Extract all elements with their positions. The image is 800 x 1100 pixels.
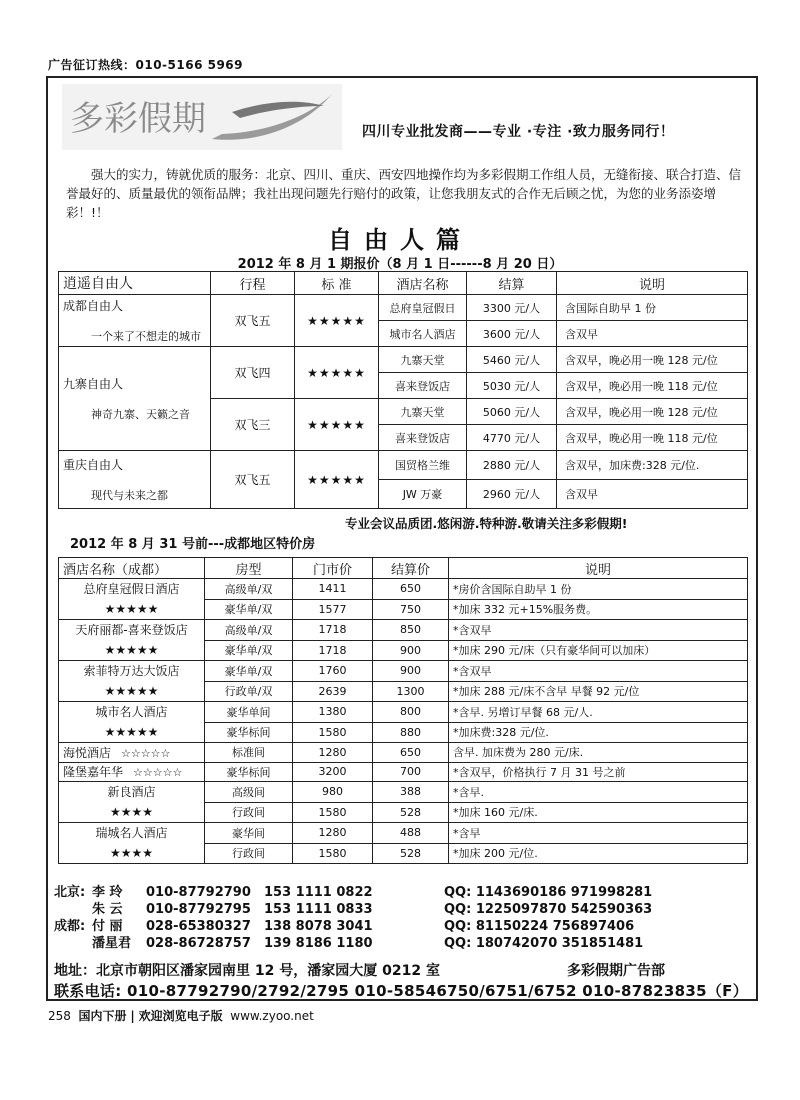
phones: 联系电话: 010-87792790/2792/2795 010-58546750/6751/6752 010-87823835（F） [54, 982, 749, 1000]
hotel-stars: ★★★★★ [104, 602, 159, 616]
header-cell: 酒店名称 [379, 272, 467, 295]
note-cell: *房价含国际自助早 1 份 [449, 579, 748, 600]
hotel-cell: 国贸格兰维 [379, 451, 467, 480]
group-sub: 神奇九寨、天籁之音 [91, 408, 190, 421]
hotel-stars: ★★★★★ [104, 643, 159, 657]
hotel-stars: ★★★★ [109, 846, 154, 860]
page-footer [48, 1007, 314, 1024]
contact-tel: 028-65380327 [146, 919, 251, 934]
stars-cell: ★★★★★ [295, 347, 379, 399]
room-type-cell: 行政间 [205, 843, 293, 864]
contact-row [54, 884, 754, 901]
hotel-name: 海悦酒店 [63, 745, 112, 760]
note-line: 专业会议品质团.悠闲游.特种游.敬请关注多彩假期! [345, 516, 628, 531]
header-cell: 结算价 [373, 558, 449, 579]
net-price-cell: 800 [373, 702, 449, 723]
hotel-name: 城市名人酒店 [95, 705, 168, 719]
hotel-cell: 九寨天堂 [379, 347, 467, 373]
note-cell: *加床 332 元+15%服务费。 [449, 599, 748, 620]
note-cell: 含双早，晚必用一晚 118 元/位 [557, 373, 748, 399]
hotel-name-cell [59, 702, 205, 743]
footer-sep: | [130, 1009, 135, 1023]
hotel-name: 天府丽都-喜来登饭店 [75, 623, 188, 637]
header-cell: 说明 [449, 558, 748, 579]
hotel-name-cell [59, 579, 205, 620]
group-name-cell [59, 295, 211, 347]
hotel-cell: 喜来登饭店 [379, 425, 467, 451]
hotel-cell: 城市名人酒店 [379, 321, 467, 347]
group-name-cell [59, 451, 211, 509]
net-price-cell: 700 [373, 762, 449, 782]
contact-mobile: 153 1111 0833 [264, 902, 373, 917]
net-price-cell: 528 [373, 843, 449, 864]
note-cell: 含双早，晚必用一晚 128 元/位 [557, 399, 748, 425]
hotel-name: 总府皇冠假日酒店 [83, 582, 180, 596]
quote-period: 2012 年 8 月 1 期报价（8 月 1 日------8 月 20 日） [237, 257, 563, 272]
net-price-cell: 1300 [373, 681, 449, 702]
note-cell: 含双早，晚必用一晚 118 元/位 [557, 425, 748, 451]
net-price-cell: 650 [373, 579, 449, 600]
room-type-cell: 豪华单/双 [205, 661, 293, 682]
note-cell: *含双早，价格执行 7 月 31 号之前 [449, 762, 748, 782]
contact-name: 朱 云 [92, 902, 123, 917]
hotel-name: 新良酒店 [107, 785, 156, 799]
net-price-cell: 388 [373, 782, 449, 803]
room-type-cell: 豪华间 [205, 823, 293, 844]
hotel-name-cell [59, 823, 205, 864]
header-cell: 标 准 [295, 272, 379, 295]
contact-qq: QQ: 81150224 756897406 [444, 919, 635, 934]
header-cell: 说明 [557, 272, 748, 295]
rack-price-cell: 1580 [293, 802, 373, 823]
contact-city: 成都: [54, 919, 86, 934]
group-sub: 一个来了不想走的城市 [91, 330, 201, 343]
rack-price-cell: 2639 [293, 681, 373, 702]
contact-tel: 028-86728757 [146, 936, 251, 951]
net-price-cell: 900 [373, 661, 449, 682]
hotel-stars: ★★★★ [109, 805, 154, 819]
net-price-cell: 750 [373, 599, 449, 620]
price-cell: 5060 元/人 [467, 399, 557, 425]
trip-cell: 双飞五 [211, 295, 295, 347]
price-cell: 5460 元/人 [467, 347, 557, 373]
note-cell: *加床费:328 元/位. [449, 722, 748, 743]
rack-price-cell: 980 [293, 782, 373, 803]
hotel-name-cell [59, 620, 205, 661]
note-cell: *含双早 [449, 661, 748, 682]
table-row [59, 823, 748, 844]
rack-price-cell: 1411 [293, 579, 373, 600]
rack-price-cell: 1280 [293, 823, 373, 844]
hotel-name: 索菲特万达大饭店 [83, 664, 180, 678]
price-cell: 2880 元/人 [467, 451, 557, 480]
rack-price-cell: 1760 [293, 661, 373, 682]
group-name-cell [59, 347, 211, 451]
net-price-cell: 880 [373, 722, 449, 743]
rack-price-cell: 3200 [293, 762, 373, 782]
free-traveler-table [58, 271, 748, 509]
page-number: 258 [48, 1009, 71, 1023]
intro-paragraph: 强大的实力，铸就优质的服务：北京、四川、重庆、西安四地操作均为多彩假期工作组人员，无缝衔接、联合打造、信誉最好的、质量最优的领衔品牌；我社出现问题先行赔付的政策，让您我朋友式的合作无后顾之忧，为您的业务添姿增彩！!！ [66, 167, 742, 220]
hotel-stars: ☆☆☆☆☆ [133, 766, 183, 780]
note-cell: 含国际自助早 1 份 [557, 295, 748, 321]
contact-tel: 010-87792795 [146, 902, 251, 917]
group-name: 成都自由人 [63, 299, 124, 313]
price-cell: 5030 元/人 [467, 373, 557, 399]
header-cell: 酒店名称（成都） [59, 558, 205, 579]
room-type-cell: 高级单/双 [205, 579, 293, 600]
table-row [59, 762, 748, 782]
note-cell: *含早. 另增订早餐 68 元/人. [449, 702, 748, 723]
trip-cell: 双飞五 [211, 451, 295, 509]
price-cell: 3600 元/人 [467, 321, 557, 347]
table-row [59, 782, 748, 803]
table-row [59, 661, 748, 682]
address: 地址：北京市朝阳区潘家园南里 12 号，潘家园大厦 0212 室 [54, 963, 440, 979]
room-type-cell: 行政单/双 [205, 681, 293, 702]
room-type-cell: 高级间 [205, 782, 293, 803]
hotel-stars: ★★★★★ [104, 684, 159, 698]
special-title: 2012 年 8 月 31 号前---成都地区特价房 [70, 537, 316, 552]
price-cell: 4770 元/人 [467, 425, 557, 451]
net-price-cell: 650 [373, 743, 449, 763]
rack-price-cell: 1718 [293, 620, 373, 641]
contact-mobile: 138 8078 3041 [264, 919, 373, 934]
hotel-name-cell [59, 743, 205, 763]
net-price-cell: 528 [373, 802, 449, 823]
room-type-cell: 豪华标间 [205, 722, 293, 743]
table-row [59, 295, 748, 321]
table-row [59, 347, 748, 373]
contact-name: 李 玲 [92, 885, 123, 900]
rack-price-cell: 1580 [293, 843, 373, 864]
table-header-row [59, 558, 748, 579]
contact-qq: QQ: 180742070 351851481 [444, 936, 644, 951]
room-type-cell: 豪华单/双 [205, 599, 293, 620]
contact-tel: 010-87792790 [146, 885, 251, 900]
contact-row [54, 901, 754, 918]
slogan: 四川专业批发商——专业 ·专注 ·致力服务同行！ [362, 124, 675, 140]
note-cell: *加床 290 元/床（只有豪华间可以加床） [449, 640, 748, 661]
contact-qq: QQ: 1225097870 542590363 [444, 902, 653, 917]
hotel-stars: ★★★★★ [104, 725, 159, 739]
note-cell: *含早 [449, 823, 748, 844]
net-price-cell: 488 [373, 823, 449, 844]
table-row [59, 579, 748, 600]
footer-section: 国内下册 [78, 1009, 127, 1023]
trip-cell: 双飞四 [211, 347, 295, 399]
contact-mobile: 139 8186 1180 [264, 936, 373, 951]
header-cell: 行程 [211, 272, 295, 295]
note-cell: *含双早 [449, 620, 748, 641]
hotel-name-cell [59, 661, 205, 702]
group-sub: 现代与未来之都 [91, 489, 168, 502]
hotel-cell: 喜来登饭店 [379, 373, 467, 399]
hotel-stars: ☆☆☆☆☆ [121, 746, 171, 760]
room-type-cell: 豪华单间 [205, 702, 293, 723]
rack-price-cell: 1580 [293, 722, 373, 743]
rack-price-cell: 1718 [293, 640, 373, 661]
note-cell: 含双早，加床费:328 元/位. [557, 451, 748, 480]
note-cell: 含早. 加床费为 280 元/床. [449, 743, 748, 763]
room-type-cell: 豪华单/双 [205, 640, 293, 661]
header-cell: 门市价 [293, 558, 373, 579]
net-price-cell: 850 [373, 620, 449, 641]
hotel-cell: 九寨天堂 [379, 399, 467, 425]
room-type-cell: 行政间 [205, 802, 293, 823]
note-cell: *含早. [449, 782, 748, 803]
note-cell: 含双早 [557, 480, 748, 509]
logo-text: 多彩假期 [70, 99, 206, 139]
room-type-cell: 豪华标间 [205, 762, 293, 782]
rack-price-cell: 1280 [293, 743, 373, 763]
table-row [59, 743, 748, 763]
price-cell: 2960 元/人 [467, 480, 557, 509]
contact-qq: QQ: 1143690186 971998281 [444, 885, 653, 900]
contact-row [54, 918, 754, 935]
net-price-cell: 900 [373, 640, 449, 661]
note-cell: 含双早，晚必用一晚 128 元/位 [557, 347, 748, 373]
stars-cell: ★★★★★ [295, 295, 379, 347]
note-cell: *加床 160 元/床. [449, 802, 748, 823]
note-cell: *加床 200 元/位. [449, 843, 748, 864]
price-cell: 3300 元/人 [467, 295, 557, 321]
section-title: 自由人篇 [328, 225, 472, 254]
contact-name: 潘星君 [92, 936, 132, 951]
hotel-cell: 总府皇冠假日 [379, 295, 467, 321]
contacts-block [54, 884, 754, 952]
contact-name: 付 丽 [92, 919, 123, 934]
rack-price-cell: 1577 [293, 599, 373, 620]
stars-cell: ★★★★★ [295, 451, 379, 509]
contact-mobile: 153 1111 0822 [264, 885, 373, 900]
hotel-price-table [58, 557, 748, 864]
table-row [59, 620, 748, 641]
group-name: 重庆自由人 [63, 458, 124, 472]
table-row [59, 702, 748, 723]
header-cell: 逍遥自由人 [59, 272, 211, 295]
table-row [59, 451, 748, 480]
trip-cell: 双飞三 [211, 399, 295, 451]
group-name: 九寨自由人 [63, 377, 124, 391]
stars-cell: ★★★★★ [295, 399, 379, 451]
footer-url[interactable]: www.zyoo.net [230, 1009, 314, 1023]
room-type-cell: 标准间 [205, 743, 293, 763]
note-cell: 含双早 [557, 321, 748, 347]
rack-price-cell: 1380 [293, 702, 373, 723]
hotel-name: 瑞城名人酒店 [95, 826, 168, 840]
ad-hotline: 广告征订热线：010-5166 5969 [48, 58, 244, 72]
contact-city: 北京: [54, 885, 86, 900]
hotel-cell: JW 万豪 [379, 480, 467, 509]
hotel-name: 隆堡嘉年华 [63, 765, 124, 780]
header-cell: 房型 [205, 558, 293, 579]
room-type-cell: 高级单/双 [205, 620, 293, 641]
footer-text: 欢迎浏览电子版 [138, 1009, 223, 1023]
table-header-row [59, 272, 748, 295]
brand-logo [62, 84, 342, 150]
note-cell: *加床 288 元/床不含早 早餐 92 元/位 [449, 681, 748, 702]
hotel-name-cell [59, 782, 205, 823]
contact-row [54, 935, 754, 952]
hotel-name-cell [59, 762, 205, 782]
header-cell: 结算 [467, 272, 557, 295]
dept-name: 多彩假期广告部 [567, 963, 665, 979]
logo-swoosh-icon [62, 84, 342, 150]
